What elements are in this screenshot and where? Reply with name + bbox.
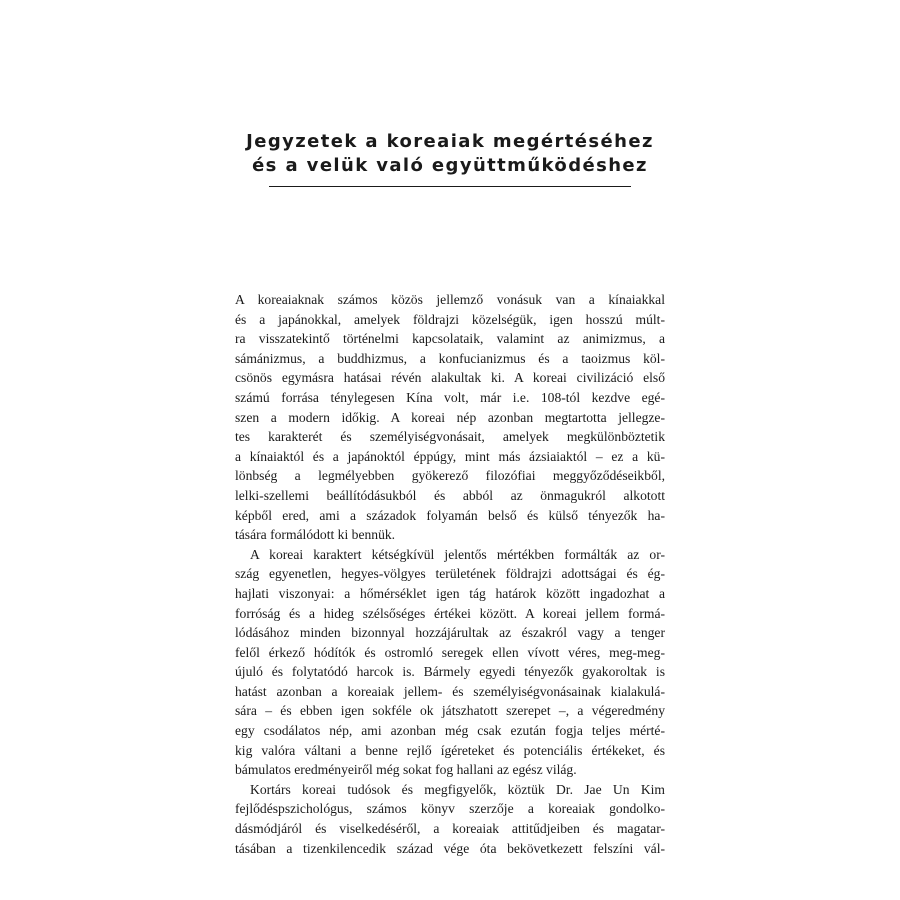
text-line: lönbség a legmélyebben gyökerező filozófiai meggyőződéseikből, bbox=[235, 468, 665, 484]
title-underline-rule bbox=[269, 186, 631, 187]
text-line: képből ered, ami a századok folyamán belső és külső tényezők ha- bbox=[235, 507, 665, 523]
text-line: szág egyenetlen, hegyes-völgyes területének földrajzi adottságai és ég- bbox=[235, 566, 665, 582]
chapter-title-line-1: Jegyzetek a koreaiak megértéséhez bbox=[246, 131, 654, 152]
text-line: dásmódjáról és viselkedéséről, a koreaiak attitűdjeiben és magatar- bbox=[235, 821, 665, 837]
paragraph-3 bbox=[235, 780, 665, 858]
text-line: egy csodálatos nép, ami azonban még csak ezután fogja teljes mérté- bbox=[235, 723, 665, 739]
text-line: ra visszatekintő történelmi kapcsolataik, valamint az animizmus, a bbox=[235, 331, 665, 347]
paragraph-1 bbox=[235, 290, 665, 545]
text-line: hatást azonban a koreaiak jellem- és személyiségvonásainak kialakulá- bbox=[235, 683, 665, 699]
text-line: A koreai karaktert kétségkívül jelentős mértékben formálták az or- bbox=[250, 546, 665, 562]
text-line: felől érkező hódítók és ostromló seregek ellen vívott véres, meg-meg- bbox=[235, 644, 665, 660]
text-line: lelki-szellemi beállítódásukból és abból az önmagukról alkotott bbox=[235, 487, 665, 503]
text-line: kig valóra váltani a benne rejlő ígéreteket és potenciális értékeket, és bbox=[235, 742, 665, 758]
text-line: Kortárs koreai tudósok és megfigyelők, köztük Dr. Jae Un Kim bbox=[250, 781, 665, 797]
text-line: tásában a tizenkilencedik század vége óta bekövetkezett felszíni vál- bbox=[235, 840, 665, 856]
text-line: lódásához minden bizonnyal hozzájárultak az északról vagy a tenger bbox=[235, 625, 665, 641]
text-line: tes karakterét és személyiségvonásait, amelyek megkülönböztetik bbox=[235, 429, 665, 445]
text-line: A koreaiaknak számos közös jellemző vonásuk van a kínaiakkal bbox=[235, 292, 665, 307]
chapter-title bbox=[0, 130, 900, 178]
text-line: tására formálódott ki bennük. bbox=[235, 527, 396, 543]
text-line: bámulatos eredményeiről még sokat fog hallani az egész világ. bbox=[235, 762, 577, 778]
text-line: forróság és a hideg szélsőséges értékei között. A koreai jellem formá- bbox=[235, 605, 665, 621]
text-line: a kínaiaktól és a japánoktól éppúgy, mint más ázsiaiaktól – ez a kü- bbox=[235, 448, 665, 464]
text-line: fejlődéspszichológus, számos könyv szerzője a koreaiak gondolko- bbox=[235, 801, 665, 817]
text-line: újuló és folytatódó harcok is. Bármely egyedi tényezők gyakoroltak is bbox=[235, 664, 665, 680]
paragraph-2 bbox=[235, 545, 665, 780]
text-line: csönös egymásra hatásai révén alakultak ki. A koreai civilizáció első bbox=[235, 370, 665, 386]
text-line: sára – és ebben igen sokféle ok játszhatott szerepet –, a végeredmény bbox=[235, 703, 665, 719]
body-text bbox=[235, 290, 665, 858]
text-line: szen a modern időkig. A koreai nép azonban megtartotta jellegze- bbox=[235, 409, 665, 425]
chapter-title-line-2: és a velük való együttműködéshez bbox=[252, 155, 648, 176]
text-line: és a japánokkal, amelyek földrajzi közelségük, igen hosszú múlt- bbox=[235, 311, 665, 327]
text-line: sámánizmus, a buddhizmus, a konfucianizmus és a taoizmus köl- bbox=[235, 350, 665, 366]
text-line: számú forrása ténylegesen Kína volt, már i.e. 108-tól kezdve egé- bbox=[235, 389, 665, 405]
text-line: hajlati viszonyai: a hőmérséklet igen tág határok között ingadozhat a bbox=[235, 585, 665, 601]
